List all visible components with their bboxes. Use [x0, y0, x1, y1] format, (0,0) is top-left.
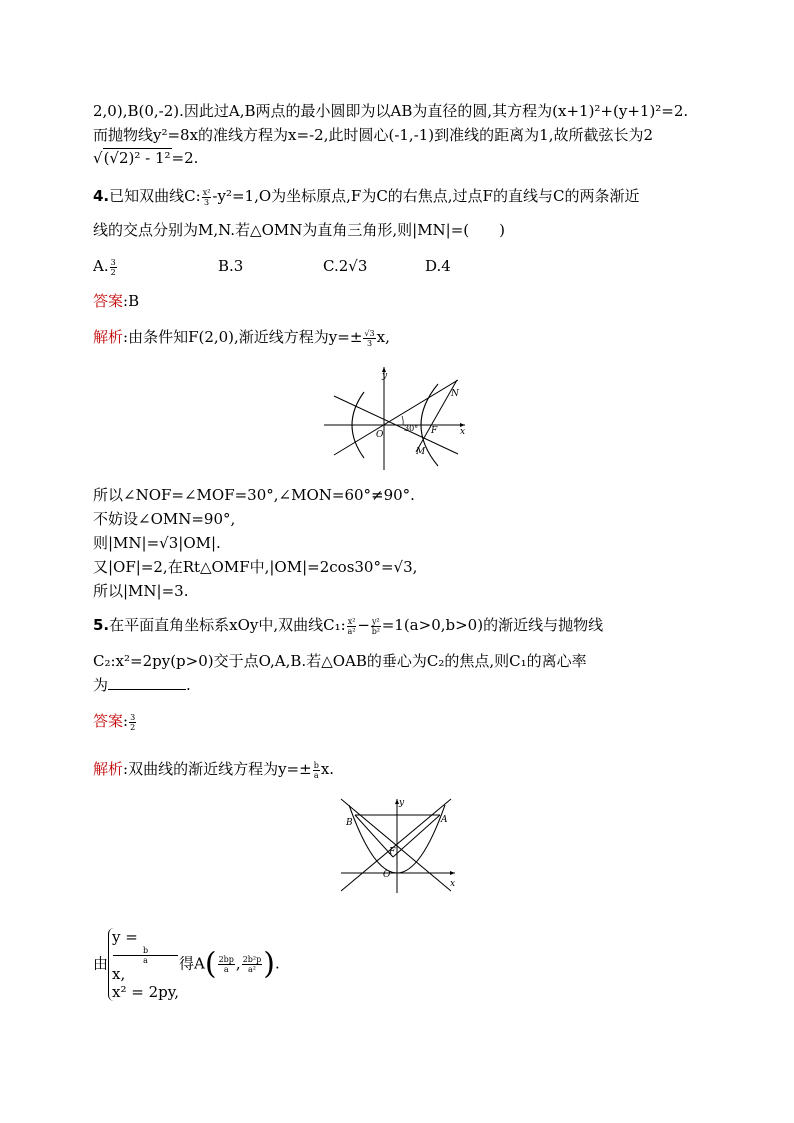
q4-fraction: $\frac{\text{x²}}{3}$	[202, 187, 211, 207]
prev-line-2: 而抛物线y²=8x的准线方程为x=-2,此时圆心(-1,-1)到准线的距离为1,故所截弦长为2	[93, 126, 654, 144]
label-n: N	[451, 389, 459, 399]
q4-answer: 答案:B	[93, 292, 140, 310]
label-a: A	[441, 815, 448, 825]
label-b: B	[346, 818, 353, 828]
prev-line-3: √(√2)² - 1²=2.	[93, 149, 199, 167]
q5-stem-line-2: C₂:x²=2py(p>0)交于点O,A,B.若△OAB的垂心为C₂的焦点,则C₁的离心率	[93, 652, 587, 670]
q4-step-2: 不妨设∠OMN=90°,	[93, 510, 236, 528]
q4-step-1: 所以∠NOF=∠MOF=30°,∠MON=60°≠90°.	[93, 486, 415, 504]
label-o: O	[383, 870, 391, 880]
label-angle: 30°	[404, 424, 419, 433]
q4-option-b: B.3	[218, 257, 244, 275]
hyperbola-figure	[320, 362, 470, 472]
q5-analysis: 解析:双曲线的渐近线方程为y=± $\frac{b}{a}$ x.	[93, 760, 335, 780]
q5-answer: 答案: $\frac{3}{2}$	[93, 712, 136, 732]
label-f: F	[431, 426, 438, 436]
q4-option-c: C.2√3	[323, 257, 368, 275]
label-x: x	[450, 879, 456, 889]
parabola-figure	[335, 795, 465, 895]
label-y: y	[382, 371, 388, 381]
q4-stem-line-2: 线的交点分别为M,N.若△OMN为直角三角形,则|MN|=( )	[93, 221, 506, 239]
q4-step-3: 则|MN|=√3|OM|.	[93, 534, 221, 552]
q5-stem-line-1: 5.在平面直角坐标系xOy中,双曲线C₁: $\frac{\text{x²}}{\text{a²}}$ − $\frac{\text{y²}}{\text{b²}}$ =1(a>0,b>0)的渐近线与抛物线	[93, 616, 604, 636]
q5-system: 由 y = b a x, x² = 2py, 得A( $\frac{2bp}{a}$ , $\frac{\text{2b²p}}{\text{a²}}$ ).	[93, 928, 280, 1001]
label-y: y	[399, 798, 405, 808]
q4-analysis: 解析:由条件知F(2,0),渐近线方程为y=± $\frac{√3}{3}$ x,	[93, 328, 390, 348]
q5-stem-line-3: 为 .	[93, 676, 191, 694]
q4-step-5: 所以|MN|=3.	[93, 582, 189, 600]
q4-step-4: 又|OF|=2,在Rt△OMF中,|OM|=2cos30°=√3,	[93, 558, 418, 576]
label-o: O	[376, 430, 384, 440]
q5-answer-blank	[108, 675, 186, 690]
prev-line-1: 2,0),B(0,-2).因此过A,B两点的最小圆即为以AB为直径的圆,其方程为(x+1)²+(y+1)²=2.	[93, 102, 689, 120]
q4-option-a: A. $\frac{3}{2}$	[93, 257, 116, 277]
label-x: x	[460, 427, 466, 437]
q4-option-d: D.4	[425, 257, 451, 275]
label-m: M	[416, 447, 426, 457]
label-f: F	[389, 847, 396, 857]
q4-stem-line-1: 4.已知双曲线C: $\frac{\text{x²}}{3}$ -y²=1,O为坐标原点,F为C的右焦点,过点F的直线与C的两条渐近	[93, 187, 640, 207]
